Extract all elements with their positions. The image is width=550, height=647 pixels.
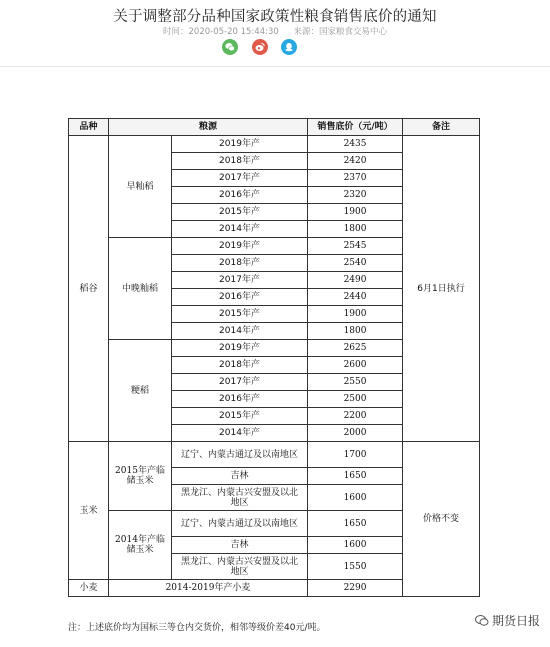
price-cell: 1650 [308,511,403,537]
year-cell: 2017年产 [172,272,308,289]
year-cell: 2016年产 [172,187,308,204]
article-meta [0,25,550,37]
qq-icon[interactable] [281,39,297,55]
year-cell: 2015年产 [172,204,308,221]
price-cell: 1800 [308,221,403,238]
price-cell: 2500 [308,391,403,408]
table-body [69,136,480,597]
header-remark: 备注 [403,119,480,136]
price-cell: 2625 [308,340,403,357]
year-cell: 2018年产 [172,357,308,374]
price-cell: 2420 [308,153,403,170]
price-cell: 2490 [308,272,403,289]
price-cell: 1600 [308,537,403,554]
year-cell: 2017年产 [172,170,308,187]
header-variety: 品种 [69,119,109,136]
share-bar [0,39,550,59]
remark-cell: 价格不变 [403,442,480,597]
variety-cell: 小麦 [69,580,109,597]
region-cell: 黑龙江、内蒙古兴安盟及以北地区 [172,485,308,511]
header-divider [0,66,550,67]
price-cell: 2320 [308,187,403,204]
region-cell: 吉林 [172,537,308,554]
year-cell: 2015年产 [172,408,308,425]
year-cell: 2018年产 [172,255,308,272]
year-cell: 2014年产 [172,323,308,340]
year-cell: 2016年产 [172,391,308,408]
sub-variety-cell: 粳稻 [109,340,172,442]
price-cell: 2435 [308,136,403,153]
footnote: 注：上述底价均为国标三等仓内交货价，相邻等级价差40元/吨。 [68,623,326,633]
publish-time: 时间：2020-05-20 15:44:30 [162,27,279,37]
price-cell: 1900 [308,306,403,323]
year-cell: 2019年产 [172,340,308,357]
price-cell: 2200 [308,408,403,425]
variety-cell: 稻谷 [69,136,109,442]
header-price: 销售底价（元/吨） [308,119,403,136]
page-title: 关于调整部分品种国家政策性粮食销售底价的通知 [113,9,437,25]
year-cell: 2016年产 [172,289,308,306]
price-cell: 2290 [308,580,403,597]
sub-variety-cell: 早籼稻 [109,136,172,238]
price-cell: 1600 [308,485,403,511]
article-source: 来源：国家粮食交易中心 [293,27,388,37]
price-cell: 2440 [308,289,403,306]
price-cell: 2550 [308,374,403,391]
header-source: 粮源 [109,119,308,136]
price-cell: 1800 [308,323,403,340]
source-cell: 2014-2019年产小麦 [109,580,308,597]
grain-price-table [68,118,480,597]
region-cell: 辽宁、内蒙古通辽及以南地区 [172,442,308,468]
price-cell: 1700 [308,442,403,468]
year-cell: 2014年产 [172,221,308,238]
sub-variety-cell: 中晚籼稻 [109,238,172,340]
weibo-icon[interactable] [252,39,268,55]
year-cell: 2018年产 [172,153,308,170]
region-cell: 辽宁、内蒙古通辽及以南地区 [172,511,308,537]
year-cell: 2019年产 [172,136,308,153]
price-cell: 2540 [308,255,403,272]
price-cell: 2545 [308,238,403,255]
region-cell: 吉林 [172,468,308,485]
table-row [69,442,480,468]
price-cell: 1900 [308,204,403,221]
year-cell: 2019年产 [172,238,308,255]
region-cell: 黑龙江、内蒙古兴安盟及以北地区 [172,554,308,580]
price-cell: 1550 [308,554,403,580]
wechat-icon[interactable] [222,39,238,55]
table-header-row [69,119,480,136]
year-cell: 2015年产 [172,306,308,323]
sub-variety-cell: 2015年产临储玉米 [109,442,172,511]
remark-cell: 6月1日执行 [403,136,480,442]
sub-variety-cell: 2014年产临储玉米 [109,511,172,580]
price-cell: 2600 [308,357,403,374]
price-cell: 1650 [308,468,403,485]
variety-cell: 玉米 [69,442,109,580]
price-cell: 2370 [308,170,403,187]
year-cell: 2017年产 [172,374,308,391]
table-row [69,136,480,153]
wechat-icon [475,615,489,626]
watermark: 期货日报 [475,612,540,629]
price-cell: 2000 [308,425,403,442]
year-cell: 2014年产 [172,425,308,442]
